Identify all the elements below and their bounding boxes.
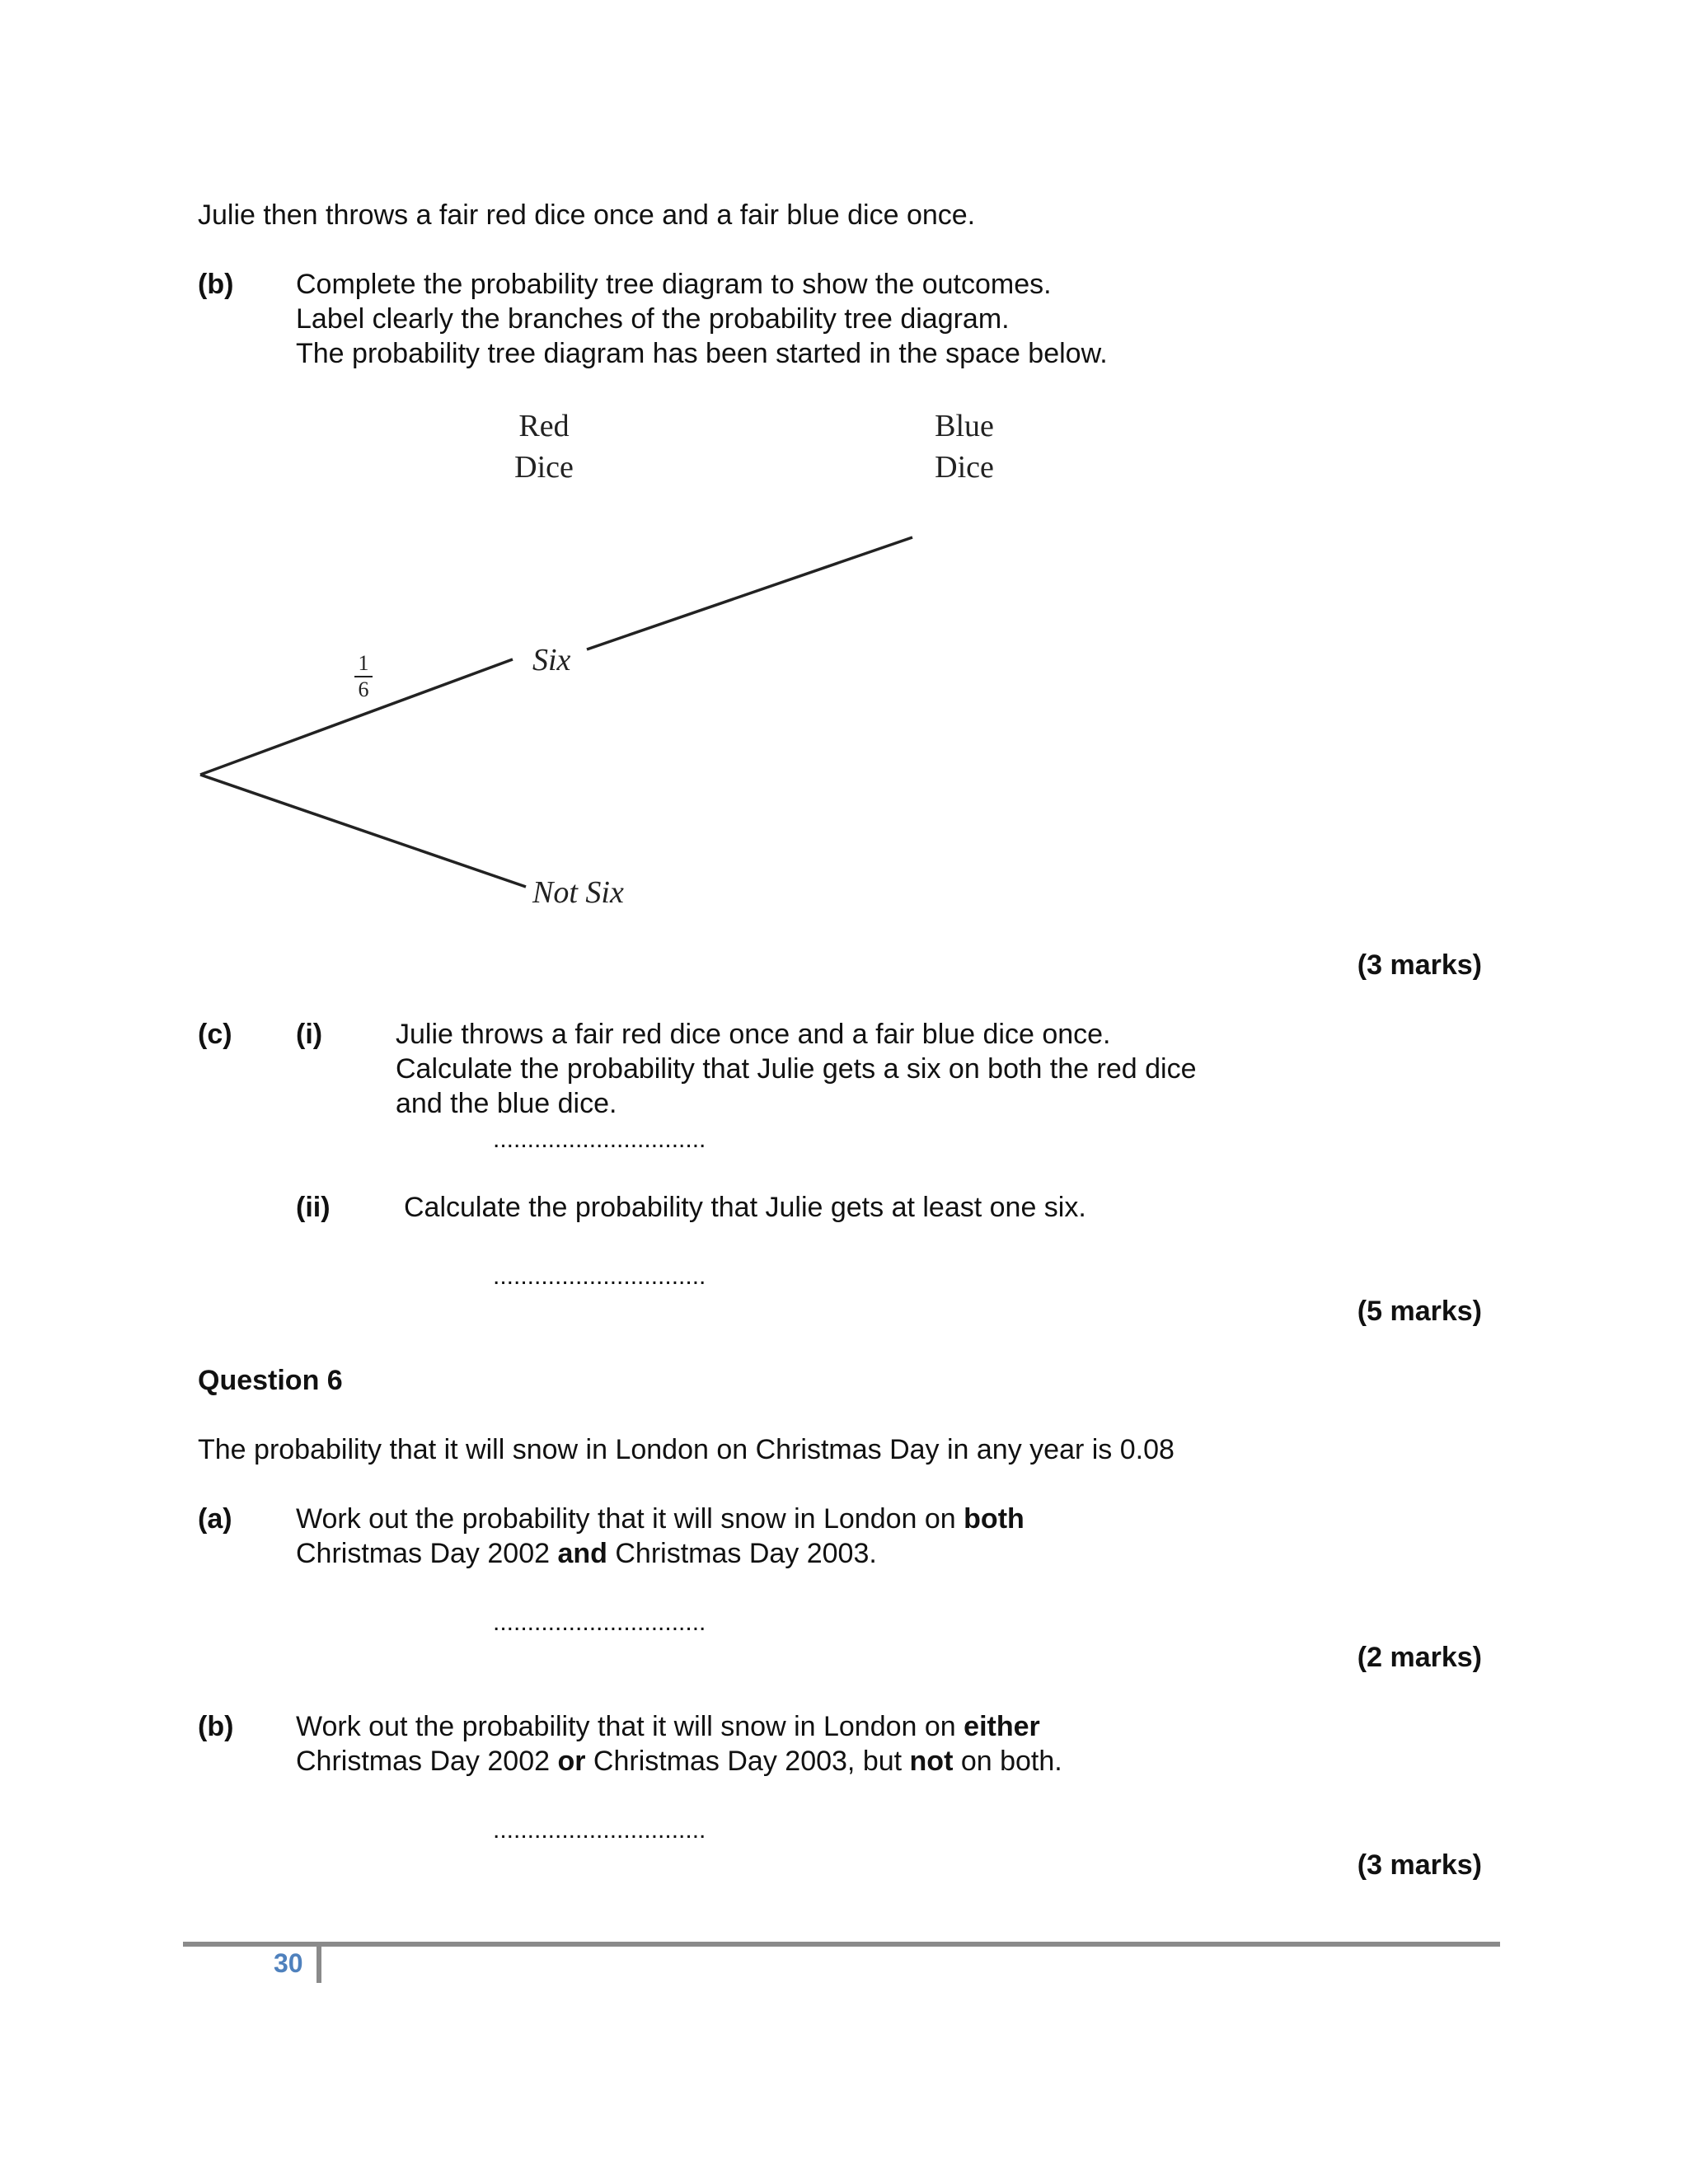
q6-a-line2-pre: Christmas Day 2002 — [296, 1538, 558, 1569]
part-c-ii-line1: Calculate the probability that Julie gets at least one six. — [404, 1192, 1086, 1223]
q6-a-line2-post: Christmas Day 2003. — [607, 1538, 877, 1569]
answer-line-c-ii[interactable]: ............................... — [493, 1263, 706, 1290]
q6-part-a-line1 — [296, 1502, 1025, 1536]
question-6-intro: The probability that it will snow in London on Christmas Day in any year is 0.08 — [198, 1434, 1175, 1465]
part-b-label: (b) — [198, 269, 234, 300]
q6-b-bold-either: either — [964, 1711, 1040, 1742]
q6-a-pre: Work out the probability that it will snow in London on — [296, 1503, 964, 1535]
q6-b-line2-post: on both. — [953, 1746, 1062, 1777]
fraction-denominator: 6 — [358, 677, 369, 701]
part-c-marks: (5 marks) — [1357, 1296, 1482, 1327]
q6-part-a-label: (a) — [198, 1503, 232, 1535]
part-b-line3: The probability tree diagram has been started in the space below. — [296, 338, 1108, 369]
blue-dice-heading-line2: Dice — [935, 450, 994, 485]
footer-rule — [183, 1942, 1500, 1947]
answer-line-c-i[interactable]: ............................... — [493, 1126, 706, 1153]
part-b-line1: Complete the probability tree diagram to show the outcomes. — [296, 269, 1052, 300]
q6-a-bold-both: both — [964, 1503, 1025, 1535]
q6-part-b-label: (b) — [198, 1711, 234, 1742]
q6-part-b-line1 — [296, 1709, 1040, 1744]
node-six: Six — [532, 643, 571, 677]
red-dice-heading-line1: Red — [518, 409, 570, 443]
footer-divider-tick — [316, 1945, 321, 1983]
q6-b-line2-pre: Christmas Day 2002 — [296, 1746, 558, 1777]
part-c-ii-label: (ii) — [296, 1192, 331, 1223]
q6-part-a-line2 — [296, 1536, 877, 1571]
part-b-line2: Label clearly the branches of the probability tree diagram. — [296, 303, 1010, 335]
q6-a-bold-and: and — [557, 1538, 607, 1569]
answer-line-q6-a[interactable]: ............................... — [493, 1609, 706, 1636]
red-dice-heading-line2: Dice — [514, 450, 574, 485]
q6-part-b-line2 — [296, 1744, 1062, 1779]
answer-line-q6-b[interactable]: ............................... — [493, 1816, 706, 1844]
part-c-i-line1: Julie throws a fair red dice once and a fair blue dice once. — [396, 1019, 1111, 1050]
part-c-i-line2: Calculate the probability that Julie gets a six on both the red dice — [396, 1053, 1197, 1085]
probability-fraction-one-sixth — [351, 653, 376, 701]
intro-text: Julie then throws a fair red dice once and a fair blue dice once. — [198, 199, 976, 231]
q6-part-b-marks: (3 marks) — [1357, 1849, 1482, 1881]
blue-dice-heading-line1: Blue — [935, 409, 994, 443]
q6-b-bold-not: not — [909, 1746, 954, 1777]
part-c-label: (c) — [198, 1019, 232, 1050]
q6-b-pre: Work out the probability that it will snow in London on — [296, 1711, 964, 1742]
question-6-heading: Question 6 — [198, 1365, 343, 1396]
q6-b-bold-or: or — [557, 1746, 586, 1777]
fraction-numerator: 1 — [358, 651, 369, 675]
part-c-i-line3: and the blue dice. — [396, 1088, 617, 1119]
branch-root-to-not-six — [200, 775, 526, 887]
part-c-i-label: (i) — [296, 1019, 323, 1050]
q6-part-a-marks: (2 marks) — [1357, 1642, 1482, 1673]
part-b-marks: (3 marks) — [1357, 949, 1482, 981]
page-number: 30 — [274, 1948, 303, 1978]
node-not-six: Not Six — [532, 875, 624, 910]
branch-six-to-blue — [587, 537, 912, 649]
q6-b-line2-mid: Christmas Day 2003, but — [585, 1746, 910, 1777]
